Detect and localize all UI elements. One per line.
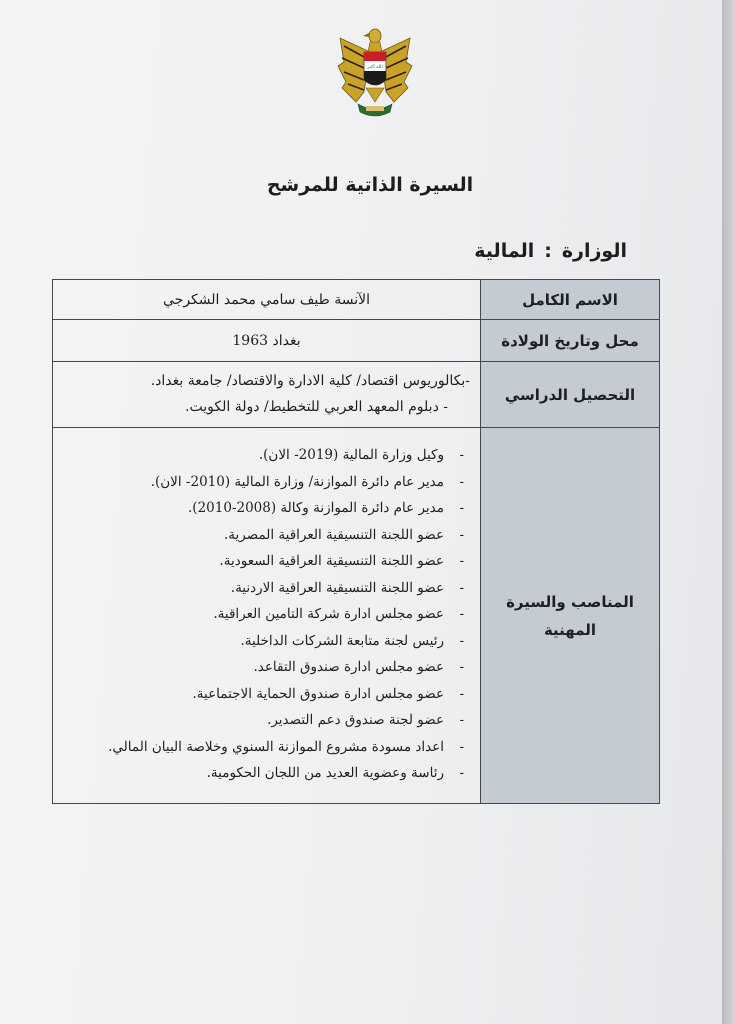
career-value bbox=[53, 428, 481, 804]
education-item: -بكالوريوس اقتصاد/ كلية الادارة والاقتصاد/ جامعة بغداد. bbox=[150, 372, 470, 389]
list-item: - عضو اللجنة التنسيقية العراقية المصرية. bbox=[71, 522, 470, 549]
list-item: - رئاسة وعضوية العديد من اللجان الحكومية. bbox=[71, 760, 470, 787]
education-item: - دبلوم المعهد العربي للتخطيط/ دولة الكويت. bbox=[185, 398, 448, 415]
education-value bbox=[53, 362, 481, 428]
table-row bbox=[53, 362, 660, 428]
table-row bbox=[53, 280, 660, 320]
full-name-label: الاسم الكامل bbox=[481, 280, 660, 320]
birth-value: بغداد 1963 bbox=[53, 320, 481, 362]
list-item: - مدير عام دائرة الموازنة/ وزارة المالية (2010- الان). bbox=[71, 469, 470, 496]
iraqi-eagle-emblem-icon bbox=[336, 22, 414, 122]
page-edge bbox=[722, 0, 735, 1024]
list-item: - عضو مجلس ادارة صندوق التقاعد. bbox=[71, 654, 470, 681]
birth-label: محل وتاريخ الولادة bbox=[481, 320, 660, 362]
career-list bbox=[71, 442, 470, 787]
career-label-line1: المناصب والسيرة bbox=[506, 592, 634, 611]
career-label bbox=[481, 428, 660, 804]
education-label: التحصيل الدراسي bbox=[481, 362, 660, 428]
ministry-separator: : bbox=[544, 240, 552, 262]
ministry-label: الوزارة bbox=[561, 240, 627, 262]
list-item: - رئيس لجنة متابعة الشركات الداخلية. bbox=[71, 628, 470, 655]
emblem-inscription: الله أكبر bbox=[367, 65, 383, 70]
table-row bbox=[53, 428, 660, 804]
ministry-line bbox=[474, 240, 627, 262]
cv-table bbox=[52, 279, 660, 804]
document-title: السيرة الذاتية للمرشح bbox=[266, 174, 474, 196]
list-item: - مدير عام دائرة الموازنة وكالة (2008-2010). bbox=[71, 495, 470, 522]
career-label-line2: المهنية bbox=[543, 620, 597, 639]
list-item: - عضو مجلس ادارة شركة التامين العراقية. bbox=[71, 601, 470, 628]
list-item: - اعداد مسودة مشروع الموازنة السنوي وخلاصة البيان المالي. bbox=[71, 734, 470, 761]
list-item: - عضو اللجنة التنسيقية العراقية الاردنية. bbox=[71, 575, 470, 602]
list-item: - عضو لجنة صندوق دعم التصدير. bbox=[71, 707, 470, 734]
list-item: - عضو مجلس ادارة صندوق الحماية الاجتماعية. bbox=[71, 681, 470, 708]
ministry-value: المالية bbox=[474, 240, 535, 262]
list-item: - عضو اللجنة التنسيقية العراقية السعودية. bbox=[71, 548, 470, 575]
full-name-value: الآنسة طيف سامي محمد الشكرجي bbox=[53, 280, 481, 320]
list-item: - وكيل وزارة المالية (2019- الان). bbox=[71, 442, 470, 469]
table-row bbox=[53, 320, 660, 362]
